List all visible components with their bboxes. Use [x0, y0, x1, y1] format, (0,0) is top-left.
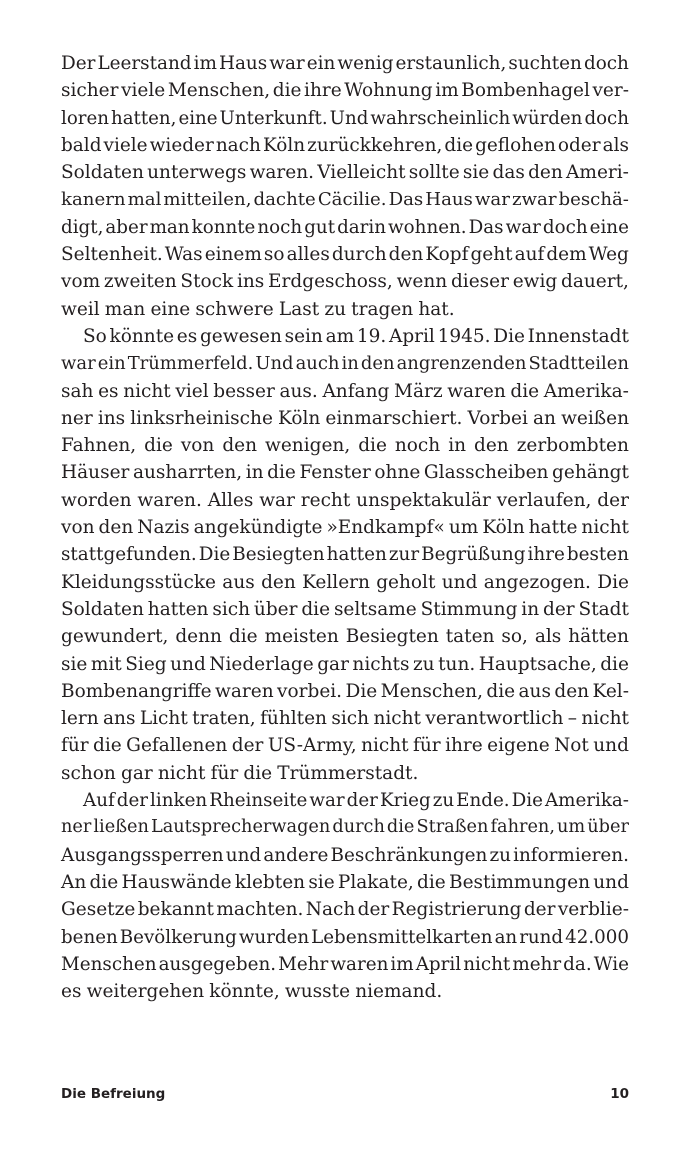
text-line: Menschen ausgegeben. Mehr waren im April nicht mehr da. Wie — [61, 953, 629, 975]
text-line: lern ans Licht traten, fühlten sich nicht verantwortlich – nicht — [61, 708, 629, 730]
text-line: Häuser ausharrten, in die Fenster ohne Glasscheiben gehängt — [61, 462, 629, 484]
text-line: Kleidungsstücke aus den Kellern geholt und angezogen. Die — [61, 571, 629, 593]
text-line: benen Bevölkerung wurden Lebensmittelkarten an rund 42.000 — [61, 926, 629, 948]
text-line: bald viele wieder nach Köln zurückkehren, die geflohen oder als — [61, 134, 629, 156]
text-line: stattgefunden. Die Besiegten hatten zur Begrüßung ihre besten — [61, 544, 629, 566]
text-line: Fahnen, die von den wenigen, die noch in den zerbombten — [61, 435, 629, 457]
text-line: sah es nicht viel besser aus. Anfang März waren die Amerika- — [61, 380, 629, 402]
text-line: loren hatten, eine Unterkunft. Und wahrscheinlich würden doch — [61, 107, 629, 129]
text-line: Soldaten hatten sich über die seltsame Stimmung in der Stadt — [61, 598, 629, 620]
body-text — [61, 50, 629, 1005]
text-line: für die Gefallenen der US-Army, nicht für ihre eigene Not und — [61, 735, 629, 757]
text-line: ner ließen Lautsprecherwagen durch die Straßen fahren, um über — [61, 817, 629, 838]
text-line: vom zweiten Stock ins Erdgeschoss, wenn dieser ewig dauert, — [61, 271, 629, 293]
text-line: So könnte es gewesen sein am 19. April 1945. Die Innenstadt — [83, 325, 629, 347]
text-line: sie mit Sieg und Niederlage gar nichts zu tun. Hauptsache, die — [61, 653, 629, 675]
text-line: Seltenheit. Was einem so alles durch den Kopf geht auf dem Weg — [61, 244, 629, 266]
text-line: Soldaten unterwegs waren. Vielleicht sollte sie das den Ameri- — [61, 162, 629, 184]
text-line: Auf der linken Rheinseite war der Krieg zu Ende. Die Amerika- — [83, 790, 629, 812]
text-line: es weitergehen könnte, wusste niemand. — [61, 981, 443, 1003]
text-line: worden waren. Alles war recht unspektakulär verlaufen, der — [61, 489, 629, 511]
text-line: kanern mal mitteilen, dachte Cäcilie. Das Haus war zwar beschä- — [61, 189, 629, 211]
running-footer-chapter-title: Die Befreiung — [61, 1086, 166, 1102]
page-footer — [61, 1086, 629, 1102]
page-number: 10 — [610, 1086, 629, 1102]
text-line: sicher viele Menschen, die ihre Wohnung im Bombenhagel ver- — [61, 80, 629, 102]
text-line: weil man eine schwere Last zu tragen hat. — [61, 298, 455, 320]
text-line: von den Nazis angekündigte »Endkampf« um Köln hatte nicht — [61, 517, 629, 539]
text-line: Der Leerstand im Haus war ein wenig erstaunlich, suchten doch — [61, 53, 629, 74]
text-line: ner ins linksrheinische Köln einmarschiert. Vorbei an weißen — [61, 407, 629, 429]
text-line: war ein Trümmerfeld. Und auch in den angrenzenden Stadtteilen — [61, 353, 629, 375]
text-line: An die Hauswände klebten sie Plakate, die Bestimmungen und — [61, 871, 629, 893]
text-line: schon gar nicht für die Trümmerstadt. — [61, 762, 419, 784]
text-line: Gesetze bekannt machten. Nach der Registrierung der verblie- — [61, 899, 629, 921]
text-line: gewundert, denn die meisten Besiegten taten so, als hätten — [61, 626, 629, 648]
text-line: Ausgangssperren und andere Beschränkungen zu informieren. — [61, 844, 629, 866]
text-line: digt, aber man konnte noch gut darin wohnen. Das war doch eine — [61, 216, 629, 238]
text-line: Bombenangriffe waren vorbei. Die Menschen, die aus den Kel- — [61, 680, 629, 702]
